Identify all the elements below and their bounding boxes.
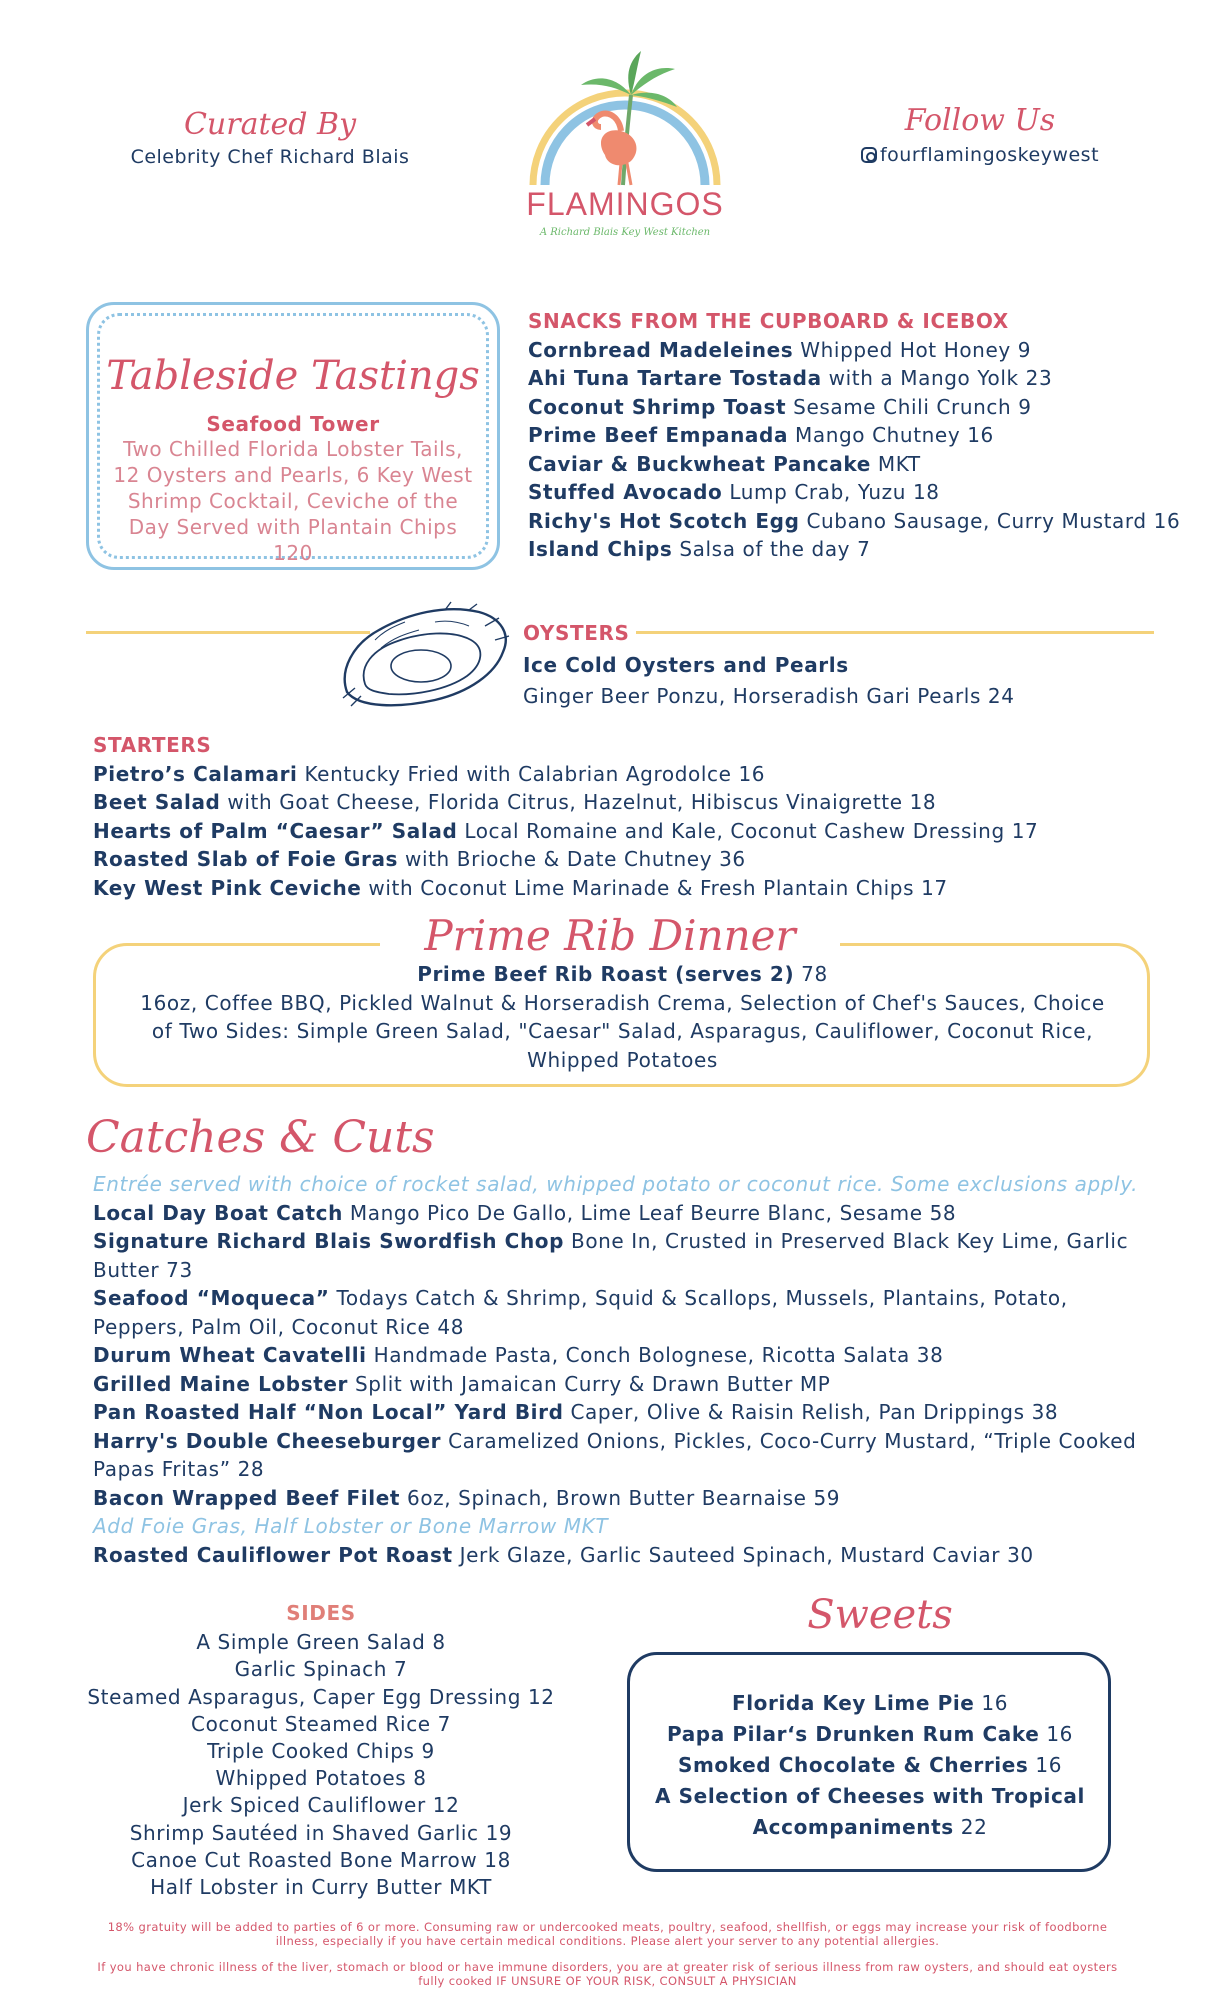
- item-name: Stuffed Avocado: [528, 480, 723, 504]
- item-name: Ahi Tuna Tartare Tostada: [528, 366, 822, 390]
- item-name: Roasted Cauliflower Pot Roast: [93, 1542, 453, 1567]
- item-name: Prime Beef Empanada: [528, 423, 789, 447]
- side-item: Shrimp Sautéed in Shaved Garlic 19: [129, 1820, 513, 1845]
- item-price: 16: [1028, 1753, 1063, 1777]
- item-desc: with Goat Cheese, Florida Citrus, Hazelnut, Hibiscus Vinaigrette 18: [220, 790, 937, 814]
- divider: [86, 631, 370, 634]
- item-name: Pietro’s Calamari: [93, 761, 298, 786]
- starters-section: [93, 731, 1038, 902]
- sweets-list: [640, 1688, 1100, 1843]
- item-name: Papa Pilar‘s Drunken Rum Cake: [666, 1722, 1040, 1746]
- item-name: Harry's Double Cheeseburger: [93, 1428, 442, 1453]
- item-desc: Whipped Hot Honey 9: [793, 337, 1032, 362]
- item-name: Prime Beef Rib Roast (serves 2): [417, 962, 795, 986]
- side-item: Triple Cooked Chips 9: [207, 1739, 435, 1764]
- item-name: Hearts of Palm “Caesar” Salad: [93, 818, 458, 843]
- menu-item: [528, 336, 1180, 365]
- instagram-handle-text: fourflamingoskeywest: [879, 144, 1100, 166]
- menu-item: [93, 1427, 1153, 1484]
- snacks-heading: SNACKS FROM THE CUPBOARD & ICEBOX: [528, 309, 1009, 333]
- instagram-handle[interactable]: [830, 144, 1130, 166]
- menu-item: [93, 1398, 1153, 1427]
- item-desc: Caper, Olive & Raisin Relish, Pan Drippings 38: [563, 1400, 1059, 1424]
- item-desc: Bone In, Crusted in Preserved Black Key Lime, Garlic Butter 73: [93, 1229, 1129, 1282]
- item-name: Coconut Shrimp Toast: [528, 394, 787, 419]
- seafood-tower-line: Two Chilled Florida Lobster Tails,: [123, 437, 463, 461]
- menu-item: [528, 507, 1180, 536]
- item-desc: Kentucky Fried with Calabrian Agrodolce 16: [297, 761, 766, 786]
- item-desc: Lump Crab, Yuzu 18: [722, 480, 940, 504]
- item-name: Key West Pink Ceviche: [93, 875, 362, 900]
- menu-item: [93, 1341, 1153, 1370]
- menu-item: [125, 960, 1120, 989]
- item-name: Smoked Chocolate & Cherries: [677, 1753, 1029, 1777]
- item-desc: Local Romaine and Kale, Coconut Cashew Dressing 17: [457, 818, 1039, 843]
- menu-item: [640, 1781, 1100, 1843]
- oysters-heading: OYSTERS: [523, 621, 630, 645]
- menu-item: [640, 1750, 1100, 1781]
- item-desc: with Brioche & Date Chutney 36: [398, 847, 746, 871]
- side-item: Whipped Potatoes 8: [215, 1766, 427, 1791]
- item-desc: Todays Catch & Shrimp, Squid & Scallops, Mussels, Plantains, Potato, Peppers, Palm Oil, Coconut Rice 48: [93, 1286, 1068, 1339]
- menu-item: [528, 421, 1180, 450]
- side-item: Half Lobster in Curry Butter MKT: [150, 1875, 492, 1900]
- item-price: 16: [974, 1691, 1009, 1715]
- item-name: Durum Wheat Cavatelli: [93, 1343, 367, 1367]
- item-desc: Sesame Chili Crunch 9: [786, 394, 1032, 419]
- menu-item: [93, 1370, 1153, 1399]
- follow-label: Follow Us: [904, 103, 1056, 138]
- chef-name: Celebrity Chef Richard Blais: [130, 146, 410, 168]
- item-price: 16: [1039, 1722, 1073, 1746]
- menu-item: [640, 1688, 1100, 1719]
- item-desc: Salsa of the day 7: [672, 537, 871, 561]
- catches-title: Catches & Cuts: [86, 1112, 435, 1163]
- prime-rib-content: [125, 960, 1120, 1074]
- item-name: Bacon Wrapped Beef Filet: [93, 1485, 401, 1510]
- item-price: 22: [953, 1815, 988, 1839]
- item-price: 78: [794, 962, 828, 986]
- catches-note: Entrée served with choice of rocket salad, whipped potato or coconut rice. Some exclusions apply.: [93, 1172, 1139, 1196]
- menu-item: [523, 651, 1015, 680]
- seafood-tower-line: Shrimp Cocktail, Ceviche of the: [127, 489, 459, 513]
- item-desc: Split with Jamaican Curry & Drawn Butter MP: [348, 1371, 831, 1396]
- footer-disclaimer: [85, 1920, 1130, 1988]
- side-item: Canoe Cut Roasted Bone Marrow 18: [131, 1847, 511, 1872]
- item-name: Local Day Boat Catch: [93, 1200, 343, 1225]
- side-item: Coconut Steamed Rice 7: [191, 1711, 451, 1736]
- curated-by: [100, 108, 440, 168]
- snacks-section: [528, 307, 1180, 564]
- flamingo-logo-icon: [505, 35, 745, 245]
- side-item: A Simple Green Salad 8: [196, 1630, 446, 1655]
- instagram-icon: [861, 147, 877, 163]
- menu-item: [93, 817, 1038, 846]
- sides-heading: SIDES: [286, 1601, 356, 1625]
- menu-item: [93, 845, 1038, 874]
- menu-item: [93, 1541, 1153, 1570]
- menu-item: [93, 1484, 1153, 1513]
- item-name: Florida Key Lime Pie: [731, 1691, 975, 1715]
- item-desc: Mango Chutney 16: [788, 423, 994, 447]
- item-desc: Mango Pico De Gallo, Lime Leaf Beurre Blanc, Sesame 58: [342, 1200, 957, 1225]
- menu-item: [93, 1227, 1153, 1284]
- side-item: Jerk Spiced Cauliflower 12: [182, 1793, 460, 1818]
- menu-item: [528, 535, 1180, 564]
- item-desc: Caramelized Onions, Pickles, Coco-Curry Mustard, “Triple Cooked Papas Fritas” 28: [93, 1428, 1137, 1481]
- menu-item: [93, 1284, 1153, 1341]
- follow-us: [830, 104, 1130, 166]
- menu-item: [93, 760, 1038, 789]
- gratuity-notice: 18% gratuity will be added to parties of 6 or more. Consuming raw or undercooked meats, poultry, seafood, shellfish, or eggs may increase your risk of foodborne illness, especially if you have certain medical conditions. Please alert your server to any potential allergies.: [107, 1920, 1108, 1948]
- item-desc: 6oz, Spinach, Brown Butter Bearnaise 59: [400, 1485, 841, 1510]
- menu-item: [93, 788, 1038, 817]
- curated-label: Curated By: [183, 107, 357, 142]
- item-name: Caviar & Buckwheat Pancake: [528, 451, 871, 476]
- item-desc: with Coconut Lime Marinade & Fresh Plantain Chips 17: [361, 875, 948, 900]
- tableside-inner: [97, 313, 489, 565]
- starters-heading: STARTERS: [93, 733, 212, 757]
- item-name: Signature Richard Blais Swordfish Chop: [93, 1229, 565, 1253]
- sweets-title: Sweets: [807, 1592, 953, 1638]
- item-name: Ice Cold Oysters and Pearls: [523, 652, 849, 677]
- item-name: Seafood “Moqueca”: [93, 1286, 330, 1310]
- item-name: Roasted Slab of Foie Gras: [93, 847, 399, 871]
- logo-wordmark: FLAMINGOS: [526, 186, 724, 222]
- item-desc: with a Mango Yolk 23: [821, 366, 1053, 390]
- item-name: Pan Roasted Half “Non Local” Yard Bird: [93, 1400, 564, 1424]
- item-desc: Handmade Pasta, Conch Bolognese, Ricotta Salata 38: [366, 1343, 944, 1367]
- tableside-box: [86, 302, 500, 570]
- logo-tagline: A Richard Blais Key West Kitchen: [539, 227, 711, 238]
- menu-item: [528, 478, 1180, 507]
- seafood-tower-line: Day Served with Plantain Chips: [128, 515, 458, 539]
- side-item: Steamed Asparagus, Caper Egg Dressing 12: [87, 1684, 555, 1709]
- item-name: Island Chips: [528, 537, 673, 561]
- item-name: Cornbread Madeleines: [528, 337, 794, 362]
- prime-rib-title: Prime Rib Dinner: [380, 908, 840, 964]
- seafood-tower-price: 120: [273, 541, 313, 565]
- raw-oyster-warning: If you have chronic illness of the liver, stomach or blood or have immune disorders, you are at greater risk of serious illness from raw oysters, and should eat oysters fully cooked IF UNSURE OF YOUR RISK, CONSULT A PHYSICIAN: [97, 1960, 1118, 1988]
- catches-section: [93, 1170, 1153, 1569]
- item-desc: Cubano Sausage, Curry Mustard 16: [799, 508, 1181, 533]
- item-desc: 16oz, Coffee BBQ, Pickled Walnut & Horseradish Crema, Selection of Chef's Sauces, Choice of Two Sides: Simple Green Salad, "Caesar" Salad, Asparagus, Cauliflower, Coconut Rice, Whipped Potatoes: [140, 990, 1105, 1072]
- menu-item: [528, 450, 1180, 479]
- item-name: A Selection of Cheeses with Tropical Accompaniments: [655, 1784, 1085, 1839]
- item-desc: MKT: [870, 451, 921, 476]
- oyster-icon: [335, 600, 515, 712]
- item-desc: Jerk Glaze, Garlic Sauteed Spinach, Mustard Caviar 30: [452, 1542, 1034, 1567]
- menu-item: [640, 1719, 1100, 1750]
- item-desc: Ginger Beer Ponzu, Horseradish Gari Pearls 24: [523, 684, 1015, 708]
- item-name: Grilled Maine Lobster: [93, 1371, 349, 1396]
- oysters-section: [523, 619, 1015, 711]
- side-item: Garlic Spinach 7: [234, 1657, 408, 1682]
- seafood-tower-line: 12 Oysters and Pearls, 6 Key West: [113, 463, 473, 487]
- seafood-tower-name: Seafood Tower: [206, 412, 380, 436]
- menu-item: [93, 1199, 1153, 1228]
- menu-item: [93, 874, 1038, 903]
- menu-item: [528, 364, 1180, 393]
- item-name: Beet Salad: [93, 790, 221, 814]
- item-name: Richy's Hot Scotch Egg: [528, 508, 800, 533]
- sides-section: [86, 1600, 556, 1901]
- addon-note: Add Foie Gras, Half Lobster or Bone Marrow MKT: [93, 1514, 609, 1538]
- tableside-title: Tableside Tastings: [106, 353, 480, 399]
- menu-item: [528, 393, 1180, 422]
